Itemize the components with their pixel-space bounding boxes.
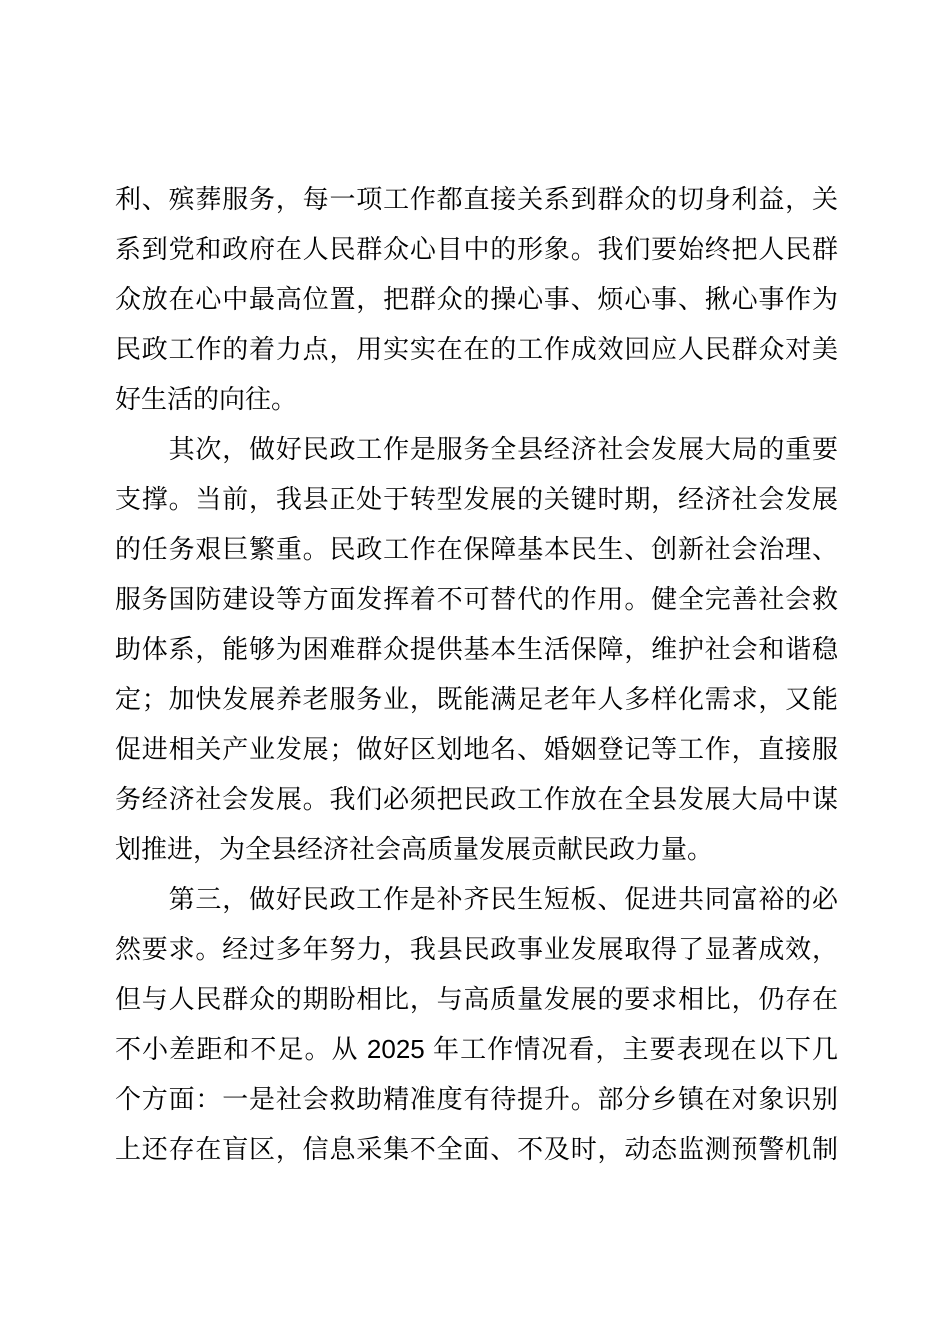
text-line: 助体系，能够为困难群众提供基本生活保障，维护社会和谐稳	[115, 634, 838, 664]
text-line: 务经济社会发展。我们必须把民政工作放在全县发展大局中谋	[115, 784, 838, 814]
text-line: 众放在心中最高位置，把群众的操心事、烦心事、揪心事作为	[115, 284, 838, 314]
paragraph-1	[115, 174, 838, 424]
text-line: 促进相关产业发展；做好区划地名、婚姻登记等工作，直接服	[115, 734, 838, 764]
text-line: 系到党和政府在人民群众心目中的形象。我们要始终把人民群	[115, 234, 838, 264]
text-line: 好生活的向往。	[115, 384, 298, 414]
text-line: 个方面：一是社会救助精准度有待提升。部分乡镇在对象识别	[115, 1084, 838, 1114]
document-text	[115, 174, 838, 1174]
text-line: 民政工作的着力点，用实实在在的工作成效回应人民群众对美	[115, 334, 838, 364]
text-line: 然要求。经过多年努力，我县民政事业发展取得了显著成效，	[115, 934, 838, 964]
text-line: 上还存在盲区，信息采集不全面、不及时，动态监测预警机制	[115, 1134, 838, 1164]
text-line: 第三，做好民政工作是补齐民生短板、促进共同富裕的必	[115, 884, 838, 914]
text-line: 但与人民群众的期盼相比，与高质量发展的要求相比，仍存在	[115, 984, 838, 1014]
text-line: 的任务艰巨繁重。民政工作在保障基本民生、创新社会治理、	[115, 534, 838, 564]
text-line: 不小差距和不足。从 2025 年工作情况看，主要表现在以下几	[115, 1034, 838, 1064]
text-line: 划推进，为全县经济社会高质量发展贡献民政力量。	[115, 834, 714, 864]
text-line: 其次，做好民政工作是服务全县经济社会发展大局的重要	[115, 434, 838, 464]
text-line: 利、殡葬服务，每一项工作都直接关系到群众的切身利益，关	[115, 184, 838, 214]
text-line: 支撑。当前，我县正处于转型发展的关键时期，经济社会发展	[115, 484, 838, 514]
paragraph-2	[115, 424, 838, 874]
text-line: 服务国防建设等方面发挥着不可替代的作用。健全完善社会救	[115, 584, 838, 614]
paragraph-3	[115, 874, 838, 1174]
text-line: 定；加快发展养老服务业，既能满足老年人多样化需求，又能	[115, 684, 838, 714]
